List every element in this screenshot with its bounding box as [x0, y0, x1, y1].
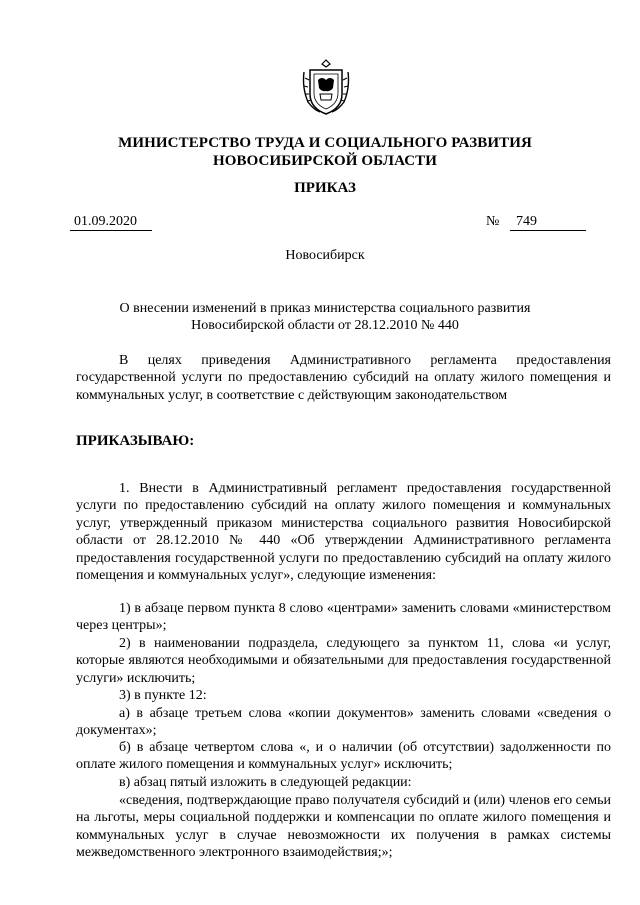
number-label: №: [486, 214, 500, 229]
document-subject: [60, 300, 590, 334]
paragraph-1-1: 1) в абзаце первом пункта 8 слово «центрами» заменить словами «министерством через центры»;: [76, 601, 611, 634]
ministry-name: [60, 134, 590, 170]
document-number: 749: [510, 214, 586, 231]
order-heading: ПРИКАЗЫВАЮ:: [76, 433, 195, 449]
paragraph-1-3-a: а) в абзаце третьем слова «копии документов» заменить словами «сведения о документах»;: [76, 706, 611, 739]
preamble-paragraph: В целях приведения Административного регламента предоставления государственной услуги по предоставлению субсидий на оплату жилого помещения и коммунальных услуг, в соответствие с действующим законодательством: [76, 353, 611, 403]
city: Новосибирск: [285, 248, 365, 263]
document-type: ПРИКАЗ: [294, 180, 356, 196]
subject-line2: Новосибирской области от 28.12.2010 № 440: [191, 318, 459, 333]
coat-of-arms-emblem: [300, 58, 352, 116]
paragraph-1-2: 2) в наименовании подраздела, следующего за пунктом 11, слова «и услуг, которые являются необходимыми и обязательными для предоставления государственной услуги» исключить;: [76, 636, 611, 686]
ministry-name-line1: МИНИСТЕРСТВО ТРУДА И СОЦИАЛЬНОГО РАЗВИТИЯ: [118, 135, 532, 151]
ministry-name-line2: НОВОСИБИРСКОЙ ОБЛАСТИ: [212, 153, 438, 169]
paragraph-1-3-v-text: «сведения, подтверждающие право получателя субсидий и (или) членов его семьи на льготы, меры социальной поддержки и компенсации по оплате жилого помещения и коммунальных услуг в случае невозможности их получения в рамках системы межведомственного электронного взаимодействия;»;: [76, 793, 611, 861]
paragraph-1-3: 3) в пункте 12:: [119, 688, 207, 703]
paragraph-1-3-v: в) абзац пятый изложить в следующей редакции:: [119, 775, 412, 790]
paragraph-1-3-b: б) в абзаце четвертом слова «, и о наличии (об отсутствии) задолженности по оплате жилого помещения и коммунальных услуг» исключить;: [76, 740, 611, 773]
subject-line1: О внесении изменений в приказ министерства социального развития: [119, 301, 531, 316]
document-date: 01.09.2020: [70, 214, 152, 231]
paragraph-1: 1. Внести в Административный регламент предоставления государственной услуги по предоставлению субсидий на оплату жилого помещения и коммунальных услуг, утвержденный приказом министерства социального развития Новосибирской области от 28.12.2010 № 440 «Об утверждении Административного регламента предоставления государственной услуги по предоставлению субсидий на оплату жилого помещения и коммунальных услуг», следующие изменения:: [76, 481, 611, 584]
